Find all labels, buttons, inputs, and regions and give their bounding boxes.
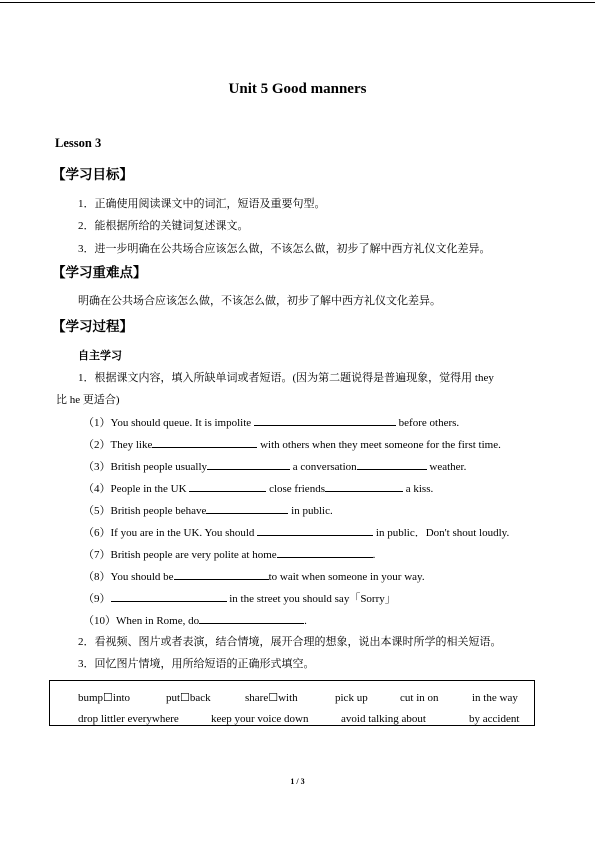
- sentence-3: （3）British people usually a conversation weather.: [83, 461, 467, 473]
- sentence-1: （1）You should queue. It is impolite before others.: [83, 417, 460, 429]
- answer-blank[interactable]: [111, 591, 227, 602]
- question-2: 2．看视频、图片或者表演，结合情境，展开合理的想象，说出本课时所学的相关短语。: [78, 636, 502, 648]
- process-heading: 【学习过程】: [52, 319, 133, 334]
- answer-blank[interactable]: [257, 525, 373, 536]
- answer-blank[interactable]: [254, 415, 396, 426]
- question-1-line-1: 1．根据课文内容，填入所缺单词或者短语。(因为第二题说得是普遍现象，觉得用 they: [78, 372, 494, 384]
- question-3: 3．回忆图片情境，用所给短语的正确形式填空。: [78, 658, 315, 670]
- sentence-9: （9） in the street you should say「Sorry」: [83, 593, 396, 605]
- goal-item: 3．进一步明确在公共场合应该怎么做，不该怎么做，初步了解中西方礼仪文化差异。: [78, 243, 491, 255]
- answer-blank[interactable]: [357, 459, 427, 470]
- phrase-item: pick up: [335, 692, 368, 704]
- answer-blank[interactable]: [189, 481, 266, 492]
- sentence-8: （8）You should be to wait when someone in your way.: [83, 571, 425, 583]
- answer-blank[interactable]: [174, 569, 269, 580]
- phrase-item: by accident: [469, 713, 520, 725]
- phrase-item: keep your voice down: [211, 713, 309, 725]
- sentence-4: （4）People in the UK close friends a kiss.: [83, 483, 434, 495]
- answer-blank[interactable]: [207, 459, 290, 470]
- sentence-5: （5）British people behave in public.: [83, 505, 333, 517]
- answer-blank[interactable]: [277, 547, 373, 558]
- sentence-7: （7）British people are very polite at home .: [83, 549, 376, 561]
- goal-item: 1．正确使用阅读课文中的词汇，短语及重要句型。: [78, 198, 326, 210]
- sentence-10: （10）When in Rome, do .: [83, 615, 307, 627]
- page-title: Unit 5 Good manners: [228, 81, 367, 97]
- answer-blank[interactable]: [206, 503, 288, 514]
- self-study-label: 自主学习: [78, 350, 122, 362]
- phrase-item: avoid talking about: [341, 713, 426, 725]
- answer-blank[interactable]: [325, 481, 403, 492]
- header-rule: [0, 2, 595, 3]
- sentence-6: （6）If you are in the UK. You should in public．Don't shout loudly.: [83, 527, 510, 539]
- goal-item: 2．能根据所给的关键词复述课文。: [78, 220, 249, 232]
- keypoints-heading: 【学习重难点】: [52, 265, 147, 280]
- sentence-2: （2）They like with others when they meet someone for the first time.: [83, 439, 501, 451]
- page-number: 1 / 3: [290, 777, 305, 786]
- lesson-label: Lesson 3: [55, 136, 102, 150]
- phrase-item: cut in on: [400, 692, 439, 704]
- phrase-item: put☐back: [166, 692, 211, 704]
- answer-blank[interactable]: [152, 437, 257, 448]
- answer-blank[interactable]: [199, 613, 304, 624]
- question-1-line-2: 比 he 更适合): [56, 394, 120, 406]
- phrase-item: in the way: [472, 692, 518, 704]
- phrase-item: drop littler everywhere: [78, 713, 179, 725]
- keypoints-text: 明确在公共场合应该怎么做，不该怎么做，初步了解中西方礼仪文化差异。: [78, 295, 441, 307]
- goals-heading: 【学习目标】: [52, 167, 133, 182]
- phrase-item: share☐with: [245, 692, 298, 704]
- phrase-item: bump☐into: [78, 692, 131, 704]
